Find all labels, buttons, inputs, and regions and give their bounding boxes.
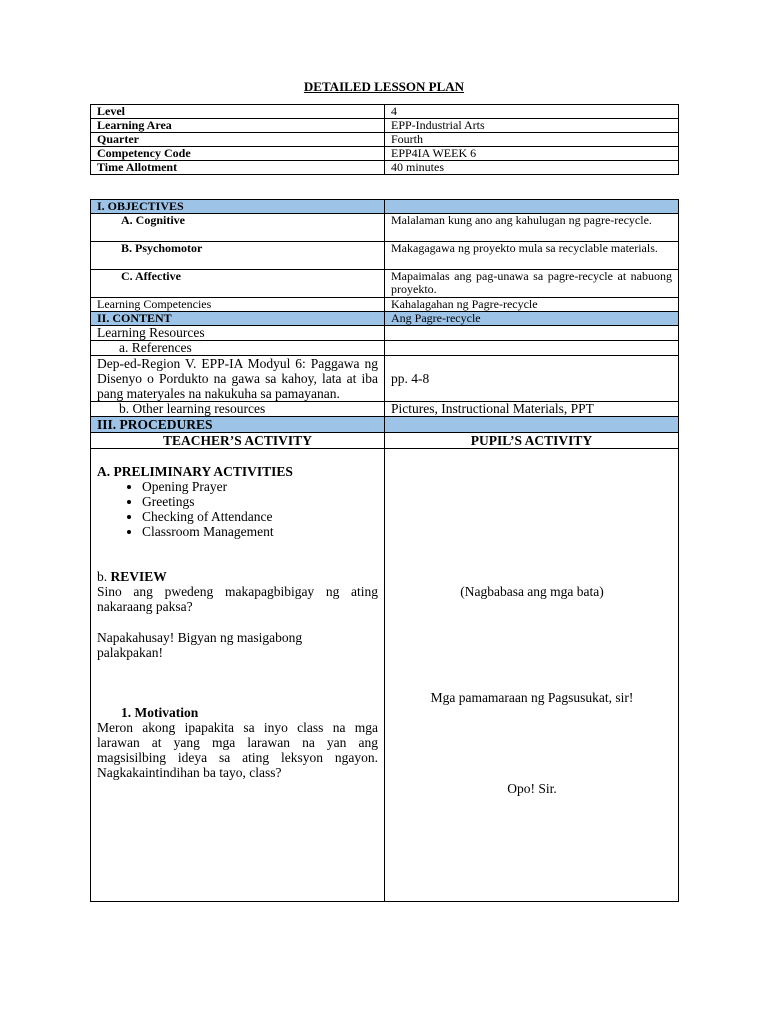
info-row: [91, 161, 679, 175]
content-header: II. CONTENT: [91, 312, 385, 326]
procedures-header: III. PROCEDURES: [91, 417, 385, 433]
reference-pages: pp. 4-8: [385, 356, 679, 402]
objective-value: Makagagawa ng proyekto mula sa recyclable materials.: [385, 242, 679, 270]
review-praise: Napakahusay! Bigyan ng masigabong palakpakan!: [97, 630, 303, 660]
lesson-plan-table: [90, 199, 679, 902]
reference-text: Dep-ed-Region V. EPP-IA Modyul 6: Paggawa ng Disenyo o Pordukto na gawa sa kahoy, lata at iba pang materyales na nakukuha sa pamayanan.: [91, 356, 385, 402]
objective-label: A. Cognitive: [91, 214, 385, 242]
info-label: Level: [91, 105, 385, 119]
content-header-row: [91, 312, 679, 326]
references-label: a. References: [91, 341, 385, 356]
resources-label: Learning Resources: [91, 326, 385, 341]
list-item: • Classroom Management: [142, 524, 274, 539]
competencies-row: [91, 298, 679, 312]
other-resources-row: [91, 402, 679, 417]
pupil-activity-cell: [385, 449, 679, 902]
objective-row: [91, 270, 679, 298]
preliminary-list: [97, 479, 274, 539]
info-label: Quarter: [91, 133, 385, 147]
info-value: Fourth: [385, 133, 679, 147]
document-title: DETAILED LESSON PLAN: [303, 79, 465, 94]
objective-value: Mapaimalas ang pag-unawa sa pagre-recycle at nabuong proyekto.: [385, 270, 679, 298]
review-title: REVIEW: [110, 569, 167, 584]
review-question: Sino ang pwedeng makapagbibigay ng ating nakaraang paksa?: [97, 584, 378, 614]
references-row: [91, 341, 679, 356]
teacher-activity-cell: [91, 449, 385, 902]
resources-row: [91, 326, 679, 341]
motivation-text: Meron akong ipapakita sa inyo class na mga larawan at yang mga larawan na yan ang magsisilbing ideya sa ating leksyon ngayon. Nagkakaintindihan ba tayo, class?: [97, 720, 378, 780]
competencies-value: Kahalagahan ng Pagre-recycle: [385, 298, 679, 312]
pupil-response: (Nagbabasa ang mga bata): [460, 584, 604, 599]
pupil-response: Opo! Sir.: [507, 781, 557, 796]
preliminary-title: A. PRELIMINARY ACTIVITIES: [97, 464, 293, 479]
motivation-title: 1. Motivation: [121, 705, 199, 720]
lesson-info-table: [90, 104, 679, 175]
other-resources-value: Pictures, Instructional Materials, PPT: [385, 402, 679, 417]
info-value: 4: [385, 105, 679, 119]
pupil-response: Mga pamamaraan ng Pagsusukat, sir!: [430, 690, 634, 705]
objective-label: B. Psychomotor: [91, 242, 385, 270]
objectives-header-row: [91, 200, 679, 214]
list-item: • Greetings: [142, 494, 274, 509]
reference-detail-row: [91, 356, 679, 402]
other-resources-label: b. Other learning resources: [91, 402, 385, 417]
info-row: [91, 133, 679, 147]
info-label: Learning Area: [91, 119, 385, 133]
procedures-header-row: [91, 417, 679, 433]
pupil-activity-header: PUPIL’S ACTIVITY: [385, 433, 679, 449]
review-prefix: b.: [97, 569, 111, 584]
objective-row: [91, 214, 679, 242]
review-heading: [97, 569, 167, 584]
competencies-label: Learning Competencies: [91, 298, 385, 312]
content-value: Ang Pagre-recycle: [385, 312, 679, 326]
list-item: • Opening Prayer: [142, 479, 274, 494]
info-row: [91, 147, 679, 161]
objective-row: [91, 242, 679, 270]
objective-value: Malalaman kung ano ang kahulugan ng pagre-recycle.: [385, 214, 679, 242]
info-label: Time Allotment: [91, 161, 385, 175]
info-row: [91, 119, 679, 133]
objectives-header: I. OBJECTIVES: [91, 200, 385, 214]
info-value: EPP4IA WEEK 6: [385, 147, 679, 161]
activity-header-row: [91, 433, 679, 449]
info-row: [91, 105, 679, 119]
info-value: EPP-Industrial Arts: [385, 119, 679, 133]
activity-body-row: [91, 449, 679, 902]
teacher-activity-header: TEACHER’S ACTIVITY: [91, 433, 385, 449]
objective-label: C. Affective: [91, 270, 385, 298]
info-value: 40 minutes: [385, 161, 679, 175]
list-item: • Checking of Attendance: [142, 509, 274, 524]
info-label: Competency Code: [91, 147, 385, 161]
